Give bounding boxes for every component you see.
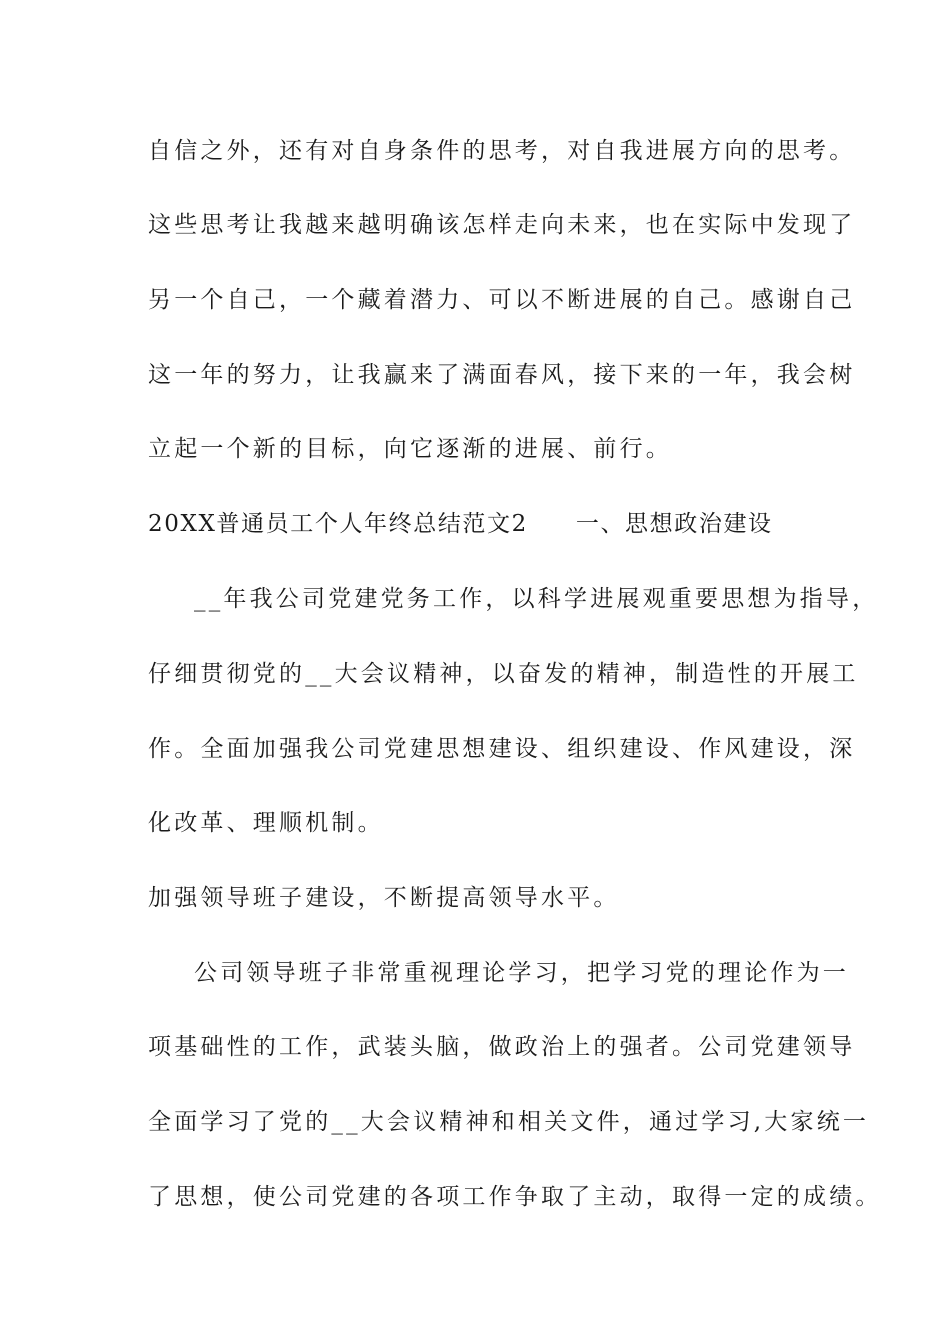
text-line-2: 这些思考让我越来越明确该怎样走向未来，也在实际中发现了 [148,212,856,238]
text-line-4: 这一年的努力，让我赢来了满面春风，接下来的一年，我会树 [148,362,856,388]
section-heading-row [148,509,773,539]
text-line-3: 另一个自己，一个藏着潜力、可以不断进展的自己。感谢自己 [148,287,856,313]
para2-line-4: 化改革、理顺机制。 [148,810,384,836]
para3-line-4: 了思想，使公司党建的各项工作争取了主动，取得一定的成绩。 [148,1184,882,1210]
para2-line-2: 仔细贯彻党的__大会议精神，以奋发的精神，制造性的开展工 [148,661,859,687]
para2-line-1: __年我公司党建党务工作，以科学进展观重要思想为指导， [194,586,879,612]
subheading: 加强领导班子建设，不断提高领导水平。 [148,885,620,911]
text-line-5: 立起一个新的目标，向它逐渐的进展、前行。 [148,436,672,462]
para3-line-3: 全面学习了党的__大会议精神和相关文件，通过学习,大家统一 [148,1109,870,1135]
para3-line-2: 项基础性的工作，武装头脑，做政治上的强者。公司党建领导 [148,1034,856,1060]
para3-line-1: 公司领导班子非常重视理论学习，把学习党的理论作为一 [194,960,849,986]
section-subtitle: 一、思想政治建设 [575,511,773,537]
section-title: 20XX普通员工个人年终总结范文2 [148,511,528,537]
para2-line-3: 作。全面加强我公司党建思想建设、组织建设、作风建设，深 [148,736,856,762]
text-line-1: 自信之外，还有对自身条件的思考，对自我进展方向的思考。 [148,138,856,164]
